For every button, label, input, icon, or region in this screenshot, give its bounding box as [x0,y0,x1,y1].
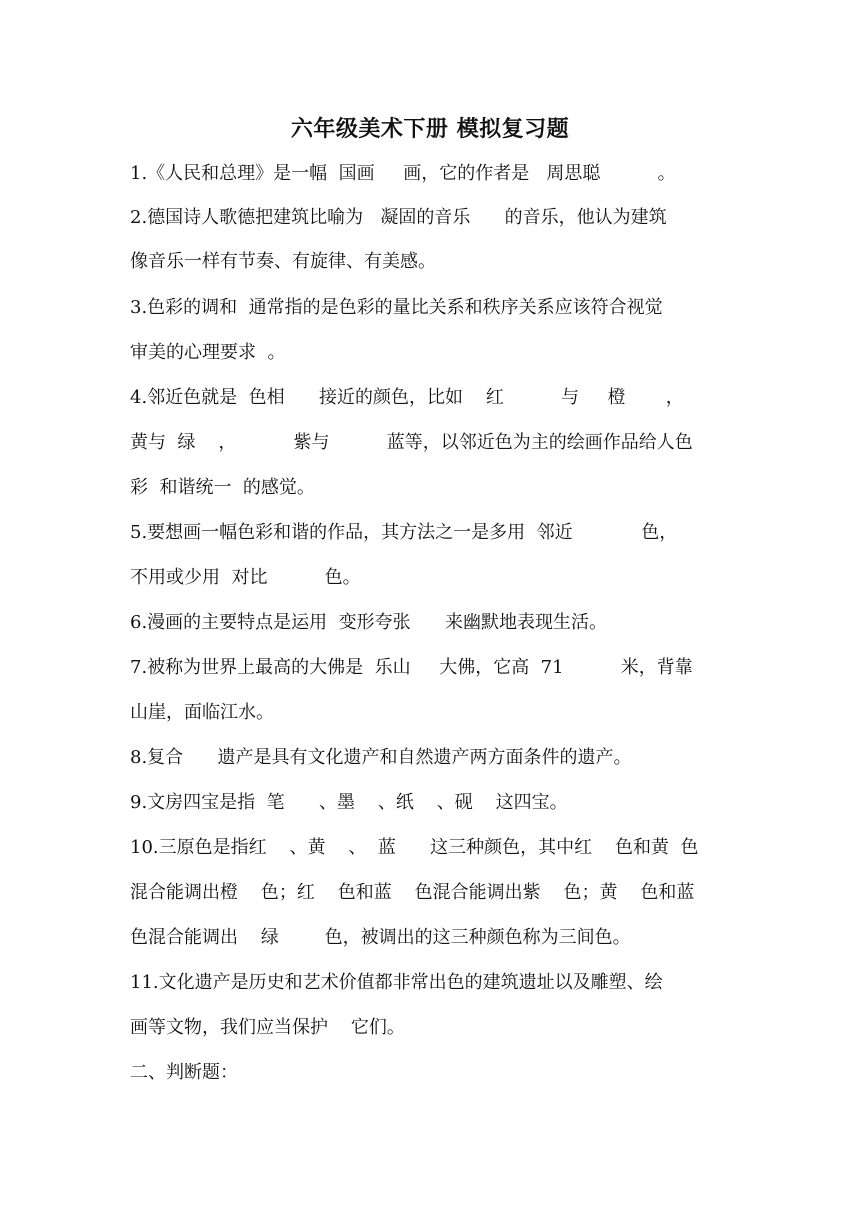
question-10-line-3: 色混合能调出 绿 色，被调出的这三种颜色称为三间色。 [130,927,631,948]
question-5-line-2: 不用或少用 对比 色。 [130,567,361,588]
question-3-line-2: 审美的心理要求 。 [130,342,286,363]
question-3-line-1: 3.色彩的调和 通常指的是色彩的量比关系和秩序关系应该符合视觉 [130,297,663,318]
question-7-line-2: 山崖，面临江水。 [130,702,274,723]
question-4-line-2: 黄与 绿 ， 紫与 蓝等，以邻近色为主的绘画作品给人色 [130,432,693,453]
document-title: 六年级美术下册 模拟复习题 [290,117,570,142]
question-5-line-1: 5.要想画一幅色彩和谐的作品，其方法之一是多用 邻近 色， [130,522,678,543]
question-2-line-1: 2.德国诗人歌德把建筑比喻为 凝固的音乐 的音乐，他认为建筑 [130,207,667,228]
question-10-line-2: 混合能调出橙 色；红 色和蓝 色混合能调出紫 色；黄 色和蓝 [130,882,695,903]
question-10-line-1: 10.三原色是指红 、黄 、 蓝 这三种颜色，其中红 色和黄 色 [130,837,699,858]
question-8-line-1: 8.复合 遗产是具有文化遗产和自然遗产两方面条件的遗产。 [130,747,632,768]
section-heading-judgment: 二、判断题： [130,1062,238,1083]
question-6-line-1: 6.漫画的主要特点是运用 变形夸张 来幽默地表现生活。 [130,612,607,633]
question-4-line-1: 4.邻近色就是 色相 接近的颜色，比如 红 与 橙 ， [130,387,684,408]
question-11-line-2: 画等文物，我们应当保护 它们。 [130,1017,405,1038]
question-7-line-1: 7.被称为世界上最高的大佛是 乐山 大佛，它高 71 米，背靠 [130,657,693,678]
question-1-line-1: 1.《人民和总理》是一幅 国画 画，它的作者是 周思聪 。 [130,163,676,184]
question-9-line-1: 9.文房四宝是指 笔 、墨 、纸 、砚 这四宝。 [130,792,568,813]
question-4-line-3: 彩 和谐统一 的感觉。 [130,477,315,498]
question-2-line-2: 像音乐一样有节奏、有旋律、有美感。 [130,251,436,272]
question-11-line-1: 11.文化遗产是历史和艺术价值都非常出色的建筑遗址以及雕塑、绘 [130,972,663,993]
